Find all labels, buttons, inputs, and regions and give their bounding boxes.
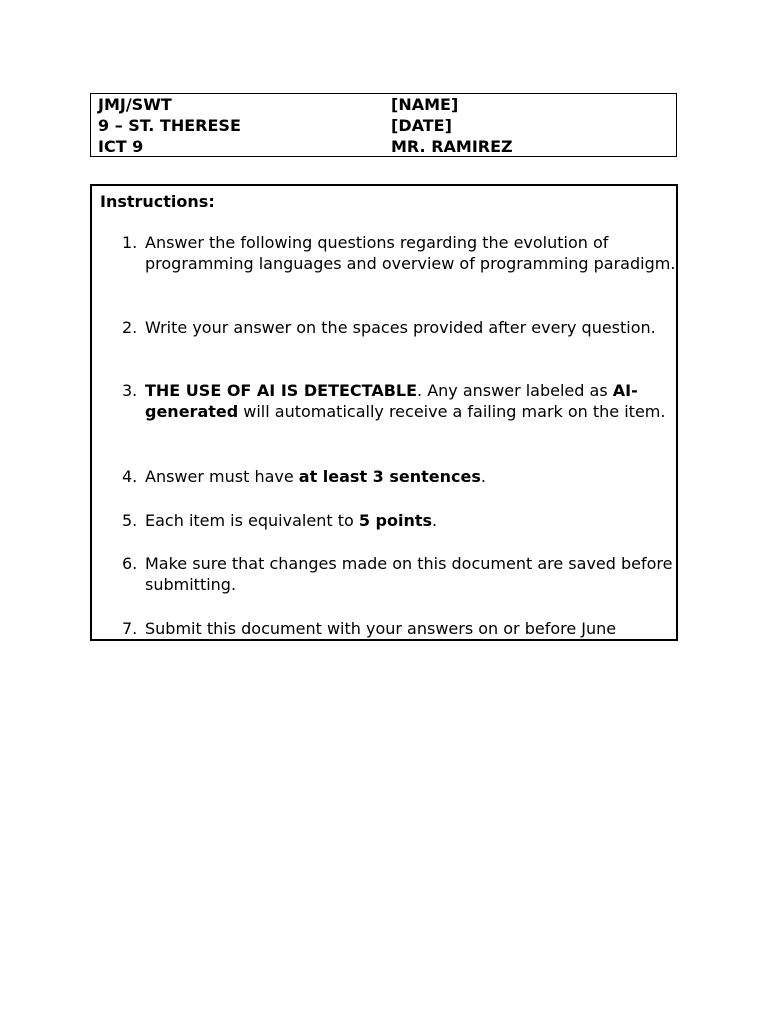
instructions-title: Instructions: [100,192,215,211]
header-date-field[interactable]: [DATE] [391,116,452,135]
instruction-number: 6. [122,554,138,573]
instruction-number: 5. [122,511,138,530]
instruction-text: Each item is equivalent to [145,511,359,530]
instruction-number: 7. [122,619,138,638]
header-section: 9 – ST. THERESE [98,116,241,135]
header-teacher: MR. RAMIREZ [391,137,513,156]
instruction-text: . [432,511,438,530]
instruction-text: Submit this document with your answers on or before June [145,619,617,638]
instruction-text: . [480,467,486,486]
instruction-text: Make sure that changes made on this document are saved before submitting. [145,554,673,594]
instruction-number: 2. [122,318,138,337]
instruction-number: 3. [122,381,138,400]
instructions-box [90,184,678,641]
instruction-emphasis: 5 points [358,511,433,530]
instruction-emphasis: at least 3 sentences [298,467,481,486]
instruction-number: 1. [122,233,138,252]
instruction-item-5 [122,510,678,531]
instruction-emphasis: THE USE OF AI IS DETECTABLE [145,381,418,400]
instruction-text: Answer the following questions regarding the evolution of programming languages and overview of programming paradigm. [145,233,676,273]
instruction-emphasis: AI-generated [145,381,638,421]
header-school-code: JMJ/SWT [98,95,172,114]
instruction-text: Answer must have [145,467,299,486]
instruction-item-6 [122,553,678,595]
instruction-item-2 [122,317,678,338]
instruction-text: will automatically receive a failing mark on the item. [238,402,666,421]
header-table [90,93,677,157]
instruction-item-4 [122,466,678,487]
instruction-item-1 [122,232,678,274]
instruction-text: Write your answer on the spaces provided after every question. [145,318,656,337]
instruction-text: . Any answer labeled as [417,381,613,400]
header-name-field[interactable]: [NAME] [391,95,459,114]
instruction-number: 4. [122,467,138,486]
header-subject: ICT 9 [98,137,144,156]
instruction-item-3 [122,380,678,422]
instruction-item-7 [122,618,678,639]
